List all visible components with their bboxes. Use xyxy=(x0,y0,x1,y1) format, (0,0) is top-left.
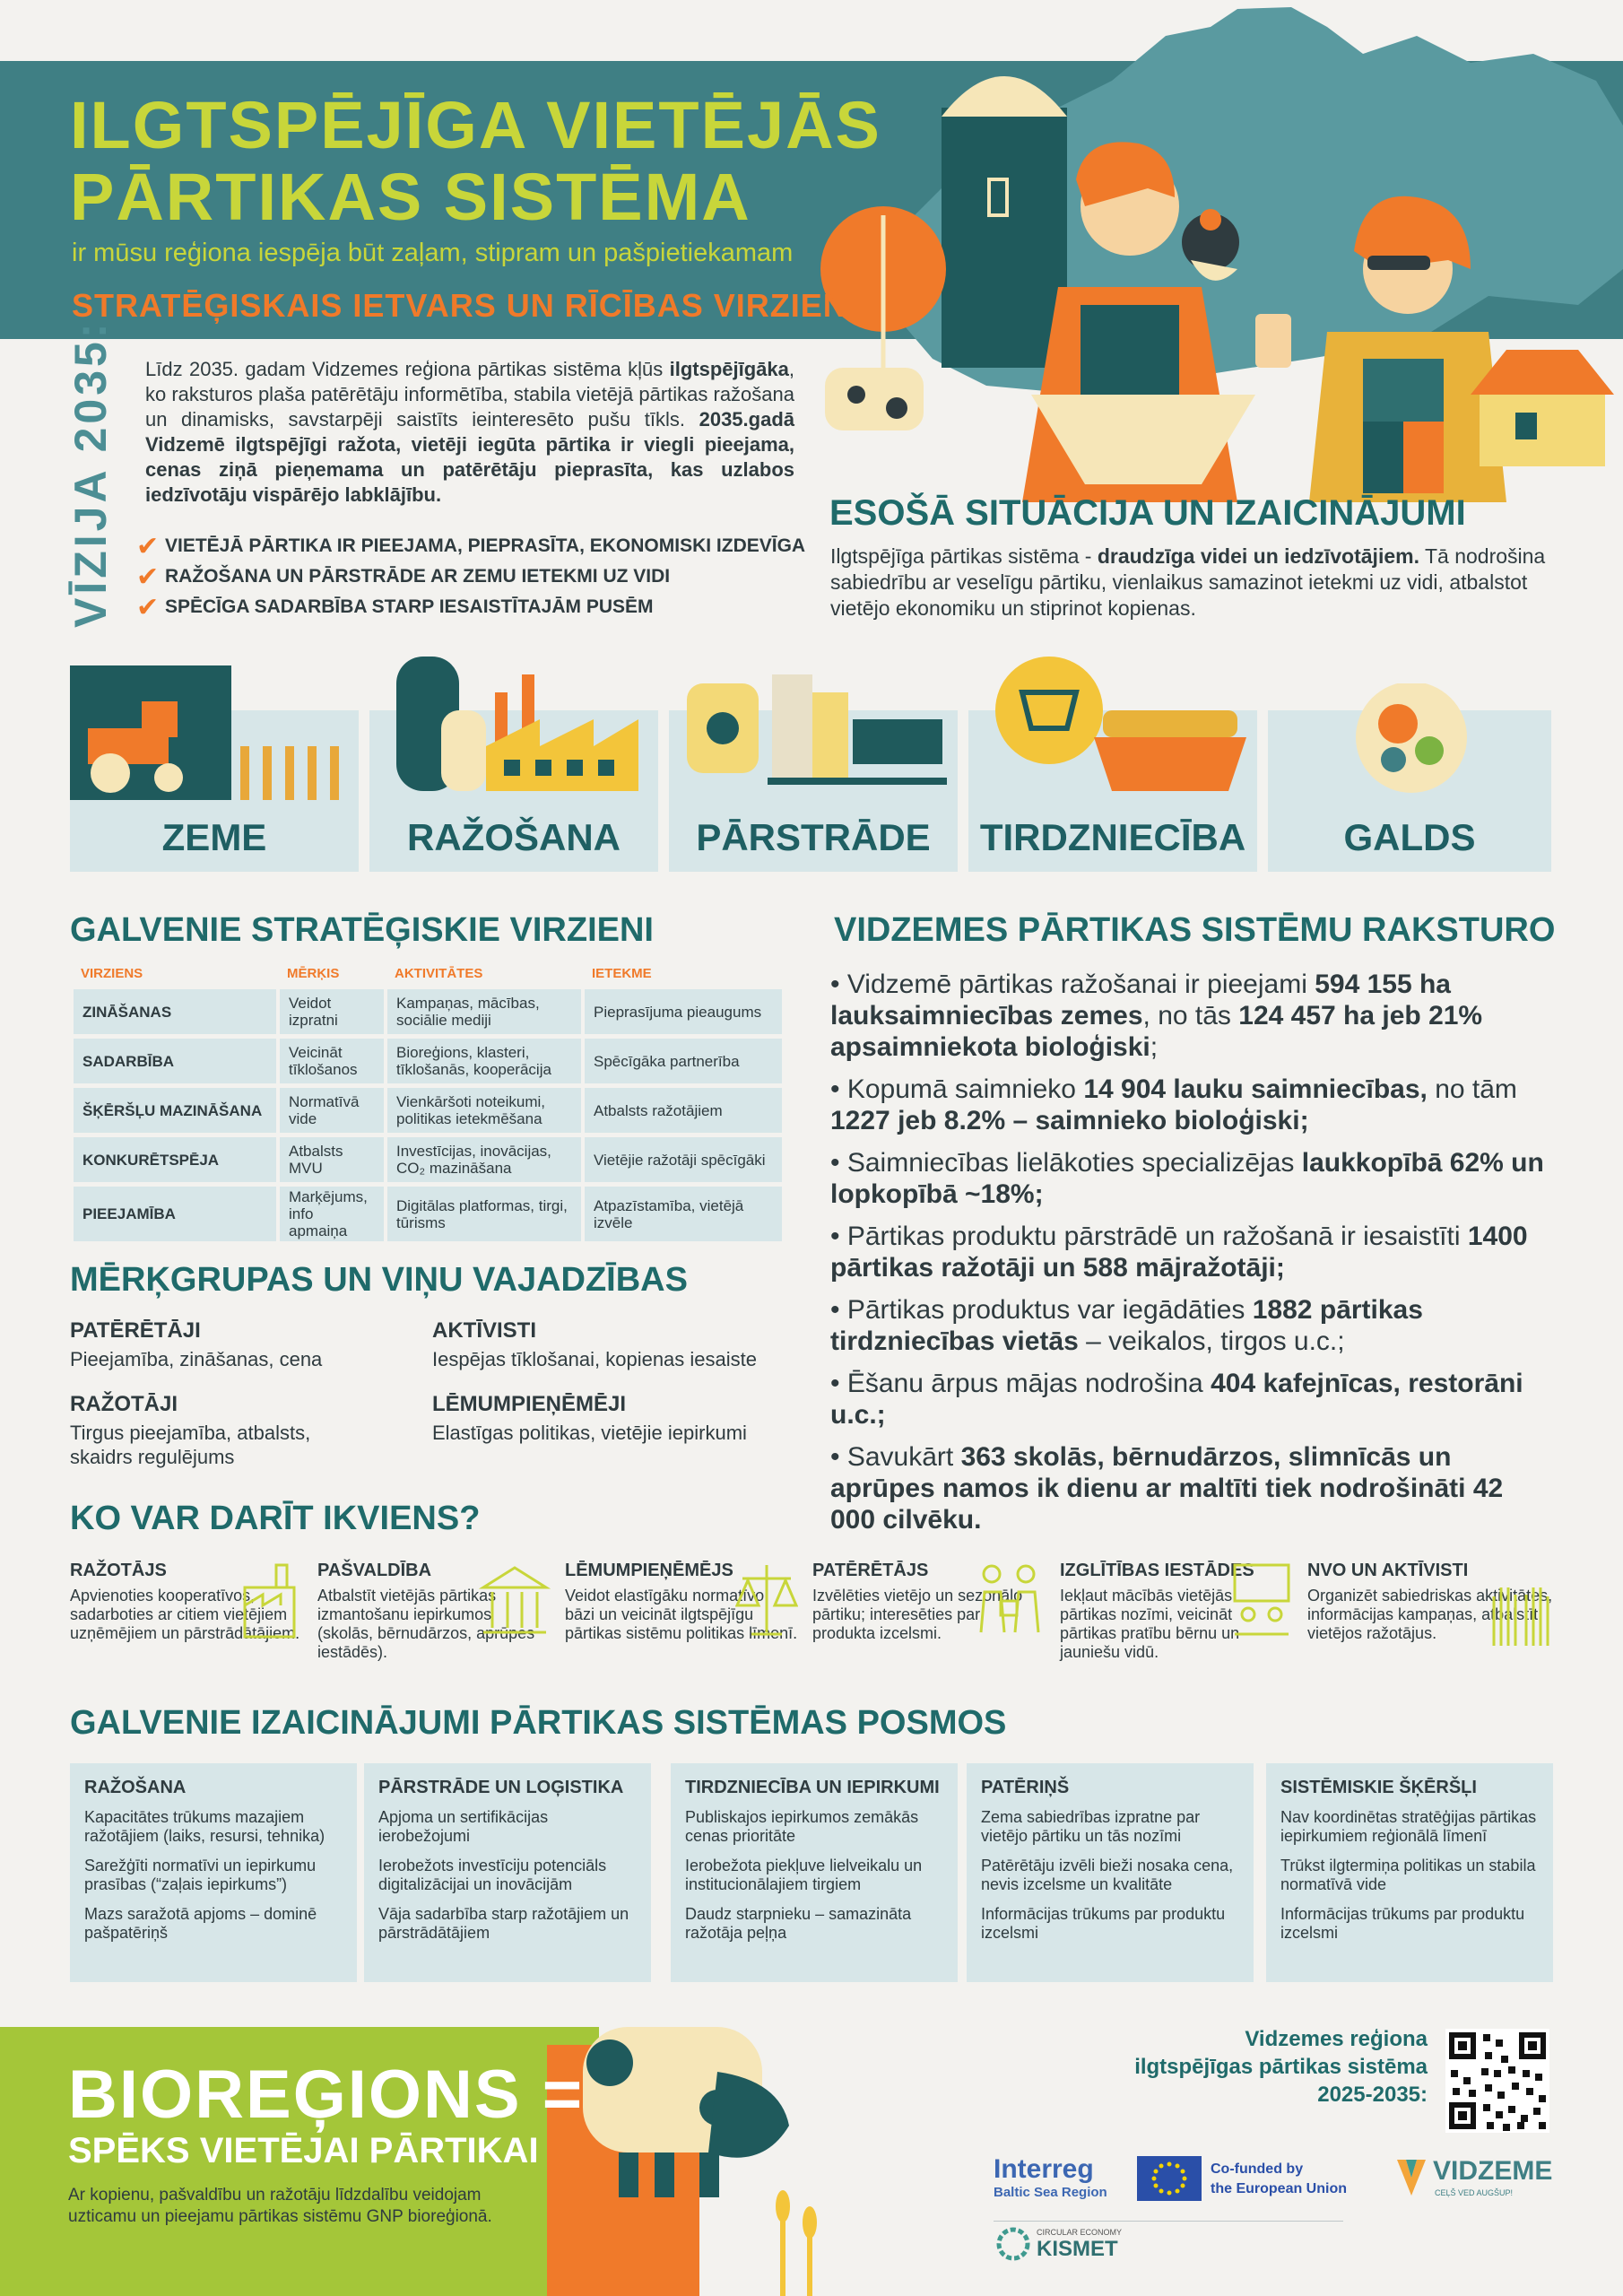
processing-icon xyxy=(687,665,947,800)
check-item xyxy=(136,592,818,622)
check-label: VIETĒJĀ PĀRTIKA IR PIEEJAMA, PIEPRASĪTA, EKONOMISKI IZDEVĪGA xyxy=(165,535,806,556)
challenge-item: Apjoma un sertifikācijas ierobežojumi xyxy=(378,1808,549,1845)
table-cell: Atbalsts ražotājiem xyxy=(585,1088,782,1133)
table-header-row xyxy=(74,962,782,985)
fact-item xyxy=(830,1368,1548,1431)
factory-icon xyxy=(240,1561,303,1641)
challenge-title: SISTĒMISKIE ŠĶĒRŠĻI xyxy=(1280,1778,1477,1797)
situation-title: ESOŠĀ SITUĀCIJA UN IZAICINĀJUMI xyxy=(829,493,1466,533)
bioregion-text: Ar kopienu, pašvaldību un ražotāju līdzdalību veidojam uzticamu un pieejamu pārtikas sistēmu GNP bioreģionā. xyxy=(68,2186,492,2226)
fact-text: • Kopumā saimnieko xyxy=(830,1074,1084,1104)
target-group xyxy=(70,1392,411,1469)
actor-name: RAŽOTĀJS xyxy=(70,1561,167,1580)
eu-cofunding-text xyxy=(1211,2160,1347,2199)
vision-text xyxy=(145,357,794,508)
table-cell: Bioreģions, klasteri, tīklošanās, kooperācija xyxy=(387,1039,581,1083)
silo-icon xyxy=(942,108,1067,368)
table-header: MĒRĶIS xyxy=(287,966,340,981)
actor-text: Organizēt sabiedriskas aktivitātes, informācijas kampaņas, atbalstīt vietējos ražotājus. xyxy=(1307,1587,1553,1642)
challenge-item: Trūkst ilgtermiņa politikas un stabila normatīvā vide xyxy=(1280,1857,1536,1893)
actor-card xyxy=(70,1561,303,1643)
table-cell: Vienkāršoti noteikumi, politikas ietekmēšana xyxy=(387,1088,581,1133)
logo-divider xyxy=(994,2221,1343,2222)
challenge-title: RAŽOŠANA xyxy=(84,1778,187,1797)
target-group-needs: Pieejamība, zināšanas, cena xyxy=(70,1348,323,1370)
table-cell: Atpazīstamība, vietējā izvēle xyxy=(585,1187,782,1241)
directions-table xyxy=(70,958,785,1246)
stage-card-zeme xyxy=(70,710,359,872)
title-line-2: PĀRTIKAS SISTĒMA xyxy=(70,160,751,234)
eu-flag-icon xyxy=(1137,2156,1202,2201)
table-cell: PIEEJAMĪBA xyxy=(74,1187,276,1241)
stage-label: PĀRSTRĀDE xyxy=(696,816,931,858)
fact-bold: 14 904 lauku saimniecības, xyxy=(1083,1074,1428,1104)
challenge-card xyxy=(70,1763,357,1982)
actor-card xyxy=(1307,1561,1555,1643)
table-cell: Kampaņas, mācības, sociālie mediji xyxy=(387,989,581,1034)
table-header: VIRZIENS xyxy=(81,966,143,981)
challenge-item: Patērētāju izvēli bieži nosaka cena, nevis izcelsme un kvalitāte xyxy=(981,1857,1234,1893)
eu-text-line: Co-funded by xyxy=(1211,2161,1304,2177)
check-label: RAŽOŠANA UN PĀRSTRĀDE AR ZEMU IETEKMI UZ VIDI xyxy=(165,566,671,587)
target-group-name: RAŽOTĀJI xyxy=(70,1392,178,1416)
framework-heading: STRATĒĢISKAIS IETVARS UN RĪCĪBAS VIRZIENI xyxy=(72,287,857,324)
challenge-title: PATĒRIŅŠ xyxy=(981,1778,1070,1797)
fact-item xyxy=(830,1294,1548,1357)
challenge-card xyxy=(364,1763,651,1982)
plate-icon xyxy=(1349,683,1474,800)
hands-icon xyxy=(1487,1570,1555,1650)
vidzeme-logo-text: VIDZEME xyxy=(1433,2156,1553,2186)
table-cell: Marķējums, info apmaiņa xyxy=(280,1187,384,1241)
table-cell: Atbalsts MVU xyxy=(280,1137,384,1182)
check-label: SPĒCĪGA SADARBĪBA STARP IESAISTĪTAJĀM PUSĒM xyxy=(165,596,654,617)
table-row xyxy=(74,1137,782,1182)
fact-item xyxy=(830,1074,1548,1136)
actor-text: Izvēlēties vietējo un sezonālo pārtiku; interesēties par produkta izcelsmi. xyxy=(812,1587,1023,1642)
fact-text: no tām xyxy=(1427,1074,1517,1104)
actor-name: IZGLĪTĪBAS IESTĀDES xyxy=(1060,1561,1254,1580)
table-cell: KONKURĒTSPĒJA xyxy=(74,1137,276,1182)
fact-bold: 1227 jeb 8.2% – saimnieko bioloģiski; xyxy=(830,1106,1309,1135)
fact-text: • Vidzemē pārtikas ražošanai ir pieejami xyxy=(830,970,1315,999)
fact-bold: 124 457 ha jeb 21% apsaimniekota bioloģiski xyxy=(830,1001,1483,1062)
actor-text: Atbalstīt vietējās pārtikas izmantošanu iepirkumos (skolās, bērnudārzos, aprūpes iestādēs). xyxy=(317,1587,535,1661)
actor-card xyxy=(317,1561,551,1662)
actor-card xyxy=(812,1561,1046,1643)
challenge-item: Informācijas trūkums par produktu izcelsmi xyxy=(981,1905,1226,1942)
interreg-logo-text: Interreg xyxy=(994,2154,1094,2184)
stage-card-parstrade xyxy=(669,710,958,872)
challenge-title: TIRDZNIECĪBA UN IEPIRKUMI xyxy=(685,1778,940,1797)
fact-text: • Saimniecības lielākoties specializējas xyxy=(830,1148,1302,1178)
interreg-logo-subtext: Baltic Sea Region xyxy=(994,2185,1107,2200)
situation-text xyxy=(830,544,1553,622)
page-title xyxy=(70,90,881,233)
cow-icon xyxy=(825,368,924,430)
fact-bold: 1882 pārtikas tirdzniecības vietās xyxy=(830,1295,1423,1356)
actor-name: PATĒRĒTĀJS xyxy=(812,1561,929,1580)
fact-item xyxy=(830,969,1548,1063)
table-cell: Spēcīgāka partnerība xyxy=(585,1039,782,1083)
table-cell: SADARBĪBA xyxy=(74,1039,276,1083)
tractor-icon xyxy=(70,665,359,809)
table-row xyxy=(74,989,782,1034)
challenge-item: Ierobežots investīciju potenciāls digitalizācijai un inovācijām xyxy=(378,1857,607,1893)
eu-text-line: the European Union xyxy=(1211,2181,1347,2196)
table-cell: ŠĶĒRŠĻU MAZINĀŠANA xyxy=(74,1088,276,1133)
building-icon xyxy=(479,1561,551,1641)
challenge-item: Mazs saražotā apjoms – dominē pašpatēriņš xyxy=(84,1905,317,1942)
challenge-item: Nav koordinētas stratēģijas pārtikas iepirkumiem reģionālā līmenī xyxy=(1280,1808,1537,1845)
actor-name: NVO UN AKTĪVISTI xyxy=(1307,1561,1469,1580)
table-cell: ZINĀŠANAS xyxy=(74,989,276,1034)
fact-text: ; xyxy=(1150,1032,1159,1062)
actor-card xyxy=(565,1561,798,1643)
qr-code[interactable] xyxy=(1445,2029,1549,2133)
vision-label: VĪZIJA 2035: xyxy=(65,319,116,628)
challenge-item: Informācijas trūkums par produktu izcelsmi xyxy=(1280,1905,1525,1942)
target-group-needs: Tirgus pieejamība, atbalsts, skaidrs regulējums xyxy=(70,1422,311,1468)
stage-card-tirdznieciba xyxy=(968,710,1257,872)
table-cell: Vietējie ražotāji spēcīgāki xyxy=(585,1137,782,1182)
fact-bold: 404 kafejnīcas, restorāni u.c.; xyxy=(830,1369,1523,1430)
fact-item xyxy=(830,1221,1548,1283)
target-group xyxy=(70,1318,411,1371)
stage-label: TIRDZNIECĪBA xyxy=(979,816,1246,858)
fact-item xyxy=(830,1441,1548,1535)
table-cell: Normatīvā vide xyxy=(280,1088,384,1133)
fact-text: • Savukārt xyxy=(830,1442,961,1472)
people-icon xyxy=(974,1561,1046,1641)
challenge-item: Zema sabiedrības izpratne par vietējo pārtiku un tās nozīmi xyxy=(981,1808,1201,1845)
table-cell: Digitālas platformas, tirgi, tūrisms xyxy=(387,1187,581,1241)
table-header: IETEKME xyxy=(592,966,652,981)
strategy-caption-line: Vidzemes reģiona xyxy=(1245,2027,1428,2051)
kismet-logo-mark xyxy=(995,2226,1031,2262)
target-group-name: AKTĪVISTI xyxy=(432,1318,537,1343)
fact-text: , no tās xyxy=(1142,1001,1239,1031)
target-group-name: PATĒRĒTĀJI xyxy=(70,1318,201,1343)
interreg-logo xyxy=(994,2154,1107,2200)
subtitle: ir mūsu reģiona iespēja būt zaļam, stipram un pašpietiekamam xyxy=(72,239,794,267)
challenge-card xyxy=(671,1763,958,1982)
check-item xyxy=(136,561,818,592)
actor-name: LĒMUMPIEŅĒMĒJS xyxy=(565,1561,733,1580)
scales-icon xyxy=(735,1561,798,1641)
fact-bold: laukkopībā 62% un lopkopībā ~18%; xyxy=(830,1148,1544,1209)
target-group-needs: Iespējas tīklošanai, kopienas iesaiste xyxy=(432,1348,757,1370)
kismet-logo xyxy=(1037,2228,1122,2262)
table-header: AKTIVITĀTES xyxy=(395,966,483,981)
targets-title: MĒRĶGRUPAS UN VIŅU VAJADZĪBAS xyxy=(70,1261,688,1299)
target-group xyxy=(432,1392,809,1445)
strategy-caption-line: ilgtspējīgas pārtikas sistēma xyxy=(1134,2055,1428,2079)
challenge-title: PĀRSTRĀDE UN LOĢISTIKA xyxy=(378,1778,624,1797)
bioregion-subtitle: SPĒKS VIETĒJAI PĀRTIKAI xyxy=(68,2131,539,2170)
actor-text: Iekļaut mācībās vietējās pārtikas nozīmi, veicināt pārtikas pratību bērnu un jauniešu vidū. xyxy=(1060,1587,1240,1661)
fact-bold: 1400 pārtikas ražotāji un 588 mājražotāji; xyxy=(830,1222,1528,1283)
actor-name: PAŠVALDĪBA xyxy=(317,1561,432,1580)
situation-text-part: Tā nodrošina sabiedrību ar veselīgu pārtiku, vienlaikus samazinot ietekmi uz vidi, atbalstot vietējo ekonomiku un stiprinot kopienas. xyxy=(830,544,1546,620)
table-row xyxy=(74,1039,782,1083)
table-cell: Veidot izpratni xyxy=(280,989,384,1034)
actor-text: Veidot elastīgāku normatīvo bāzi un veicināt ilgtspējīgu pārtikas sistēmu politikas līmenī. xyxy=(565,1587,798,1642)
table-cell: Veicināt tīklošanos xyxy=(280,1039,384,1083)
table-cell: Pieprasījuma pieaugums xyxy=(585,989,782,1034)
basket-icon xyxy=(986,657,1246,800)
kismet-logo-subtext: CIRCULAR ECONOMY xyxy=(1037,2228,1123,2237)
fact-text: – veikalos, tirgos u.c.; xyxy=(1078,1326,1345,1356)
vision-text-bold: 2035.gadā Vidzemē ilgtspējīgi ražota, vietēji iegūta pārtika ir viegli pieejama, cenas ziņā pieņemama un patērētāju pieprasīta, kas uzlabos iedzīvotāju vispārējo labklājību. xyxy=(145,408,794,506)
vidzeme-logo-subtext: CEĻŠ VED AUGŠUP! xyxy=(1435,2188,1514,2197)
stage-card-galds xyxy=(1268,710,1551,872)
vision-text-bold: ilgtspējīgāka xyxy=(669,358,789,380)
actions-title: KO VAR DARĪT IKVIENS? xyxy=(70,1500,481,1537)
challenge-item: Vāja sadarbība starp ražotājiem un pārstrādātājiem xyxy=(378,1905,629,1942)
facts-list xyxy=(830,969,1548,1546)
challenge-card xyxy=(1266,1763,1553,1982)
pig-illustration xyxy=(547,1991,834,2296)
checkmark-icon: ✔ xyxy=(136,592,160,622)
target-group-needs: Elastīgas politikas, vietējie iepirkumi xyxy=(432,1422,747,1444)
target-group-name: LĒMUMPIEŅĒMĒJI xyxy=(432,1392,627,1416)
vision-checklist xyxy=(136,531,818,622)
stage-label: ZEME xyxy=(161,816,267,858)
stage-label: RAŽOŠANA xyxy=(407,816,621,858)
classroom-icon xyxy=(1230,1561,1293,1641)
wheat-icon xyxy=(776,2190,817,2296)
target-group xyxy=(432,1318,809,1371)
table-row xyxy=(74,1088,782,1133)
fact-bold: 363 skolās, bērnudārzos, slimnīcās un aprūpes namos ik dienu ar maltīti tiek nodrošināti 42 000 cilvēku. xyxy=(830,1442,1504,1535)
factory-icon xyxy=(387,639,647,800)
title-line-1: ILGTSPĒJĪGA VIETĒJĀS xyxy=(70,88,881,162)
table-cell: Investīcijas, inovācijas, CO₂ mazināšana xyxy=(387,1137,581,1182)
challenge-card xyxy=(967,1763,1254,1982)
characteristics-title: VIDZEMES PĀRTIKAS SISTĒMU RAKSTURO xyxy=(834,911,1556,949)
house-icon xyxy=(1471,350,1614,395)
challenge-item: Daudz starpnieku – samazināta ražotāja peļņa xyxy=(685,1905,912,1942)
stage-card-razosana xyxy=(369,710,658,872)
fact-text: • Pārtikas produktus var iegādāties xyxy=(830,1295,1253,1325)
strategy-caption xyxy=(1112,2025,1428,2109)
vision-text-part: , ko raksturos plaša patērētāju informētība, stabila vietējā pārtikas ražošana un dinamisks, savstarpēji saistīts ieinteresēto pušu tīkls. xyxy=(145,358,794,430)
kismet-logo-text: KISMET xyxy=(1037,2237,1118,2261)
directions-title: GALVENIE STRATĒĢISKIE VIRZIENI xyxy=(70,911,654,949)
check-item xyxy=(136,531,818,561)
situation-text-bold: draudzīga videi un iedzīvotājiem. xyxy=(1097,544,1419,568)
stage-label: GALDS xyxy=(1343,816,1476,858)
checkmark-icon: ✔ xyxy=(136,561,160,592)
actor-card xyxy=(1060,1561,1293,1662)
situation-text-part: Ilgtspējīga pārtikas sistēma - xyxy=(830,544,1098,568)
jar-icon xyxy=(1255,314,1291,368)
checkmark-icon: ✔ xyxy=(136,531,160,561)
challenge-item: Ierobežota piekļuve lielveikalu un institucionālajiem tirgiem xyxy=(685,1857,923,1893)
fact-text: • Ēšanu ārpus mājas nodrošina xyxy=(830,1369,1211,1398)
vision-text-part: Līdz 2035. gadam Vidzemes reģiona pārtikas sistēma kļūs xyxy=(145,358,670,380)
strategy-caption-line: 2025-2035: xyxy=(1317,2083,1428,2107)
actor-text: Apvienoties kooperatīvos, sadarboties ar citiem vietējiem uzņēmējiem un pārstrādātājiem. xyxy=(70,1587,300,1642)
fact-item xyxy=(830,1147,1548,1210)
vidzeme-logo-mark xyxy=(1395,2158,1428,2197)
fact-text: • Pārtikas produktu pārstrādē un ražošanā ir iesaistīti xyxy=(830,1222,1468,1251)
challenges-title: GALVENIE IZAICINĀJUMI PĀRTIKAS SISTĒMAS POSMOS xyxy=(70,1704,1007,1742)
header-illustration xyxy=(789,0,1623,502)
fact-bold: 594 155 ha lauksaimniecības zemes xyxy=(830,970,1451,1031)
challenge-item: Sarežģīti normatīvi un iepirkumu prasības (“zaļais iepirkums”) xyxy=(84,1857,317,1893)
challenge-item: Publiskajos iepirkumos zemākās cenas prioritāte xyxy=(685,1808,919,1845)
table-row xyxy=(74,1187,782,1241)
challenge-item: Kapacitātes trūkums mazajiem ražotājiem (laiks, resursi, tehnika) xyxy=(84,1808,325,1845)
bioregion-title: BIOREĢIONS = xyxy=(68,2057,585,2133)
